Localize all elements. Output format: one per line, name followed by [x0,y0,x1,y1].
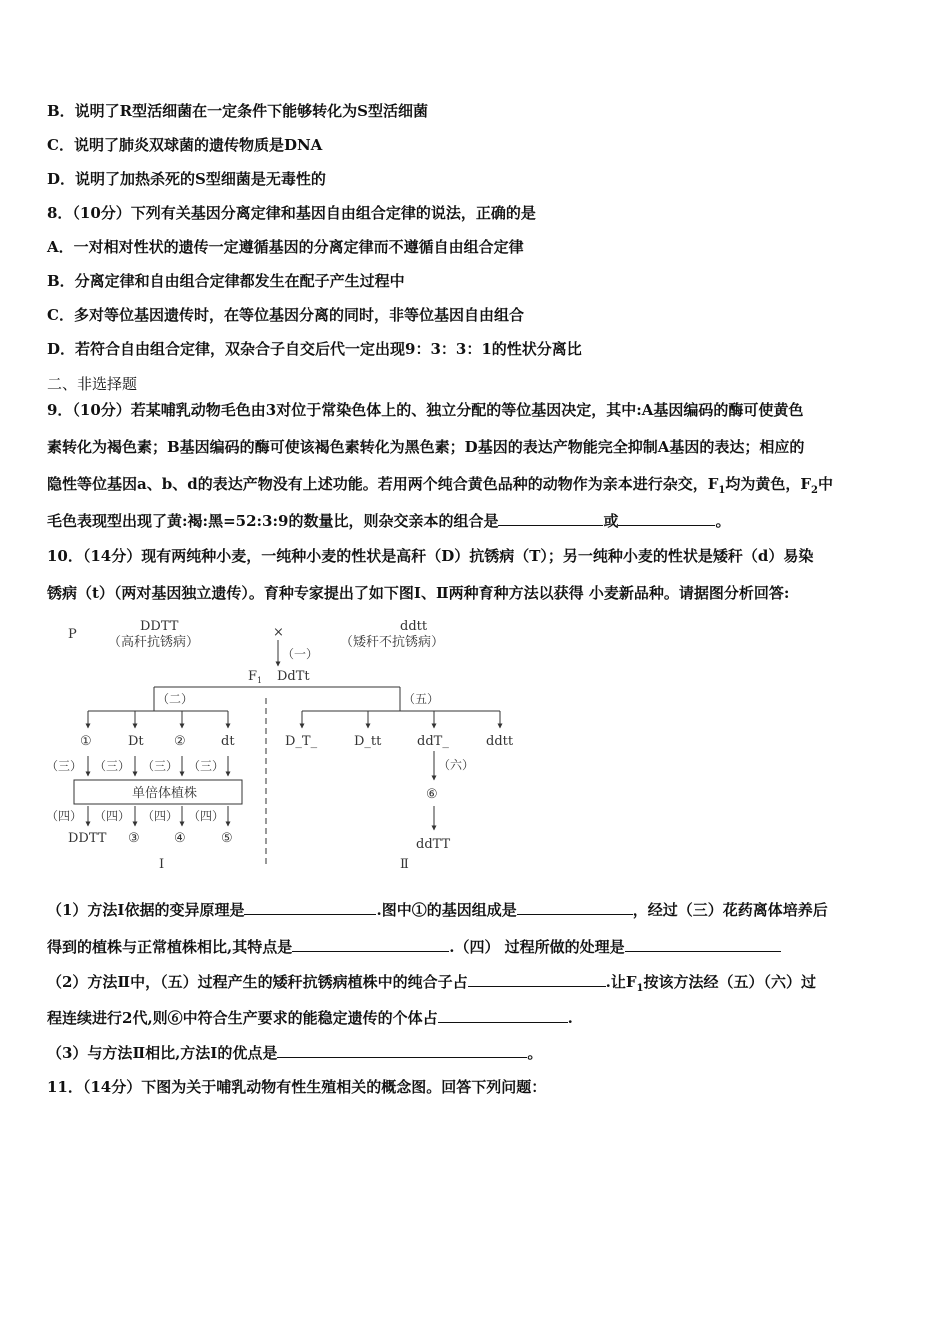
q10-p5-text-a: （3）与方法Ⅱ相比,方法Ⅰ的优点是 [47,1044,278,1062]
q10-part2-line1 [47,972,816,999]
diagram-step5-label: （五） [403,692,440,706]
q9-answer-blank-2[interactable] [618,511,715,526]
q10-part1-line1 [47,900,828,920]
q10-line2: 锈病（t）（两对基因独立遗传）。育种专家提出了如下图Ⅰ、Ⅱ两种育种方法以获得 小麦新品种。请据图分析回答: [47,584,790,602]
q10-part2-line2 [47,1008,573,1028]
q8-option-c: C．多对等位基因遗传时，在等位基因分离的同时，非等位基因自由组合 [47,306,524,324]
q10-p1-blank-2[interactable] [517,900,633,915]
diagram-step3-label-4: （三） [188,759,225,773]
diagram-method1-label: Ⅰ [159,857,165,872]
q9-answer-blank-1[interactable] [498,511,603,526]
breeding-diagram [40,618,540,876]
diagram-haploid-result-4: ⑤ [221,831,233,846]
diagram-step3-label-3: （三） [142,759,179,773]
q10-p3-text-c: 按该方法经（五）（六）过 [643,973,816,991]
q10-p1-text-c: ，经过（三）花药离体培养后 [632,901,828,919]
diagram-f2-type-3: ddT_ [417,734,449,749]
q10-part1-line2 [47,937,781,957]
diagram-haploid-result-3: ④ [174,831,186,846]
q8-option-a: A．一对相对性状的遗传一定遵循基因的分离定律而不遵循自由组合定律 [47,238,524,256]
q8-option-d: D．若符合自由组合定律，双杂合子自交后代一定出现9：3：3：1的性状分离比 [47,340,582,358]
q10-p3-sub: 1 [636,983,644,994]
diagram-haploid-label: 单倍体植株 [132,786,198,801]
diagram-haploid-result-1: DDTT [68,831,107,846]
diagram-gamete-3: ② [174,734,186,749]
diagram-parent1-genotype: DDTT [140,619,179,634]
diagram-parent1-description: （高秆抗锈病） [108,635,200,650]
diagram-parent2-description: （矮秆不抗锈病） [340,635,445,650]
q11-stem: 11．（14分）下图为关于哺乳动物有性生殖相关的概念图。回答下列问题： [47,1078,547,1096]
q10-p1-blank-1[interactable] [244,900,376,915]
q10-p1-text-a: （1）方法Ⅰ依据的变异原理是 [47,901,245,919]
q9-line4-c: 。 [715,512,731,530]
q9-line4 [47,511,731,531]
q9-line3-b: 均为黄色，F [725,475,811,493]
q9-line3-a: 隐性等位基因a、b、d的表达产物没有上述功能。若用两个纯合黄色品种的动物作为亲本进行杂交，F [47,475,719,493]
diagram-step2-label: （二） [157,692,194,706]
diagram-step4-label-4: （四） [188,809,225,823]
diagram-f1-genotype: DdTt [277,669,310,684]
diagram-haploid-result-2: ③ [128,831,140,846]
q10-p2-text-b: .（四） 过程所做的处理是 [449,938,625,956]
q10-p2-blank-1[interactable] [292,937,449,952]
q7-option-b: B．说明了R型活细菌在一定条件下能够转化为S型活细菌 [47,102,428,120]
q9-line4-b: 或 [603,512,619,530]
diagram-f2-type-2: D_tt [354,734,382,749]
q10-p4-blank[interactable] [438,1008,568,1023]
q10-p4-text-a: 程连续进行2代,则⑥中符合生产要求的能稳定遗传的个体占 [47,1009,438,1027]
q10-p3-blank[interactable] [468,972,606,987]
diagram-circle-6: ⑥ [426,787,438,802]
diagram-step4-label-3: （四） [142,809,179,823]
diagram-f2-type-4: ddtt [486,734,514,749]
q10-p5-text-b: 。 [527,1044,543,1062]
q9-line4-a: 毛色表现型出现了黄:褐:黑=52:3:9的数量比，则杂交亲本的组合是 [47,512,499,530]
section-heading: 二、非选择题 [47,375,138,393]
diagram-gamete-1: ① [80,734,92,749]
diagram-step4-label-2: （四） [94,809,131,823]
q10-p3-text-b: .让F [605,973,637,991]
q10-p2-blank-2[interactable] [625,937,781,952]
q8-option-b: B．分离定律和自由组合定律都发生在配子产生过程中 [47,272,405,290]
q9-sub1: 1 [718,485,726,496]
q8-stem: 8．（10分）下列有关基因分离定律和基因自由组合定律的说法，正确的是 [47,204,536,222]
diagram-p-label: P [68,627,77,642]
diagram-step1-label: （一） [282,647,319,661]
q9-sub2: 2 [810,485,818,496]
diagram-step4-label-1: （四） [46,809,83,823]
q10-p4-text-b: . [567,1009,573,1027]
q9-line3-c: 中 [817,475,833,493]
diagram-cross-symbol: × [273,625,284,640]
q10-p3-text-a: （2）方法Ⅱ中，（五）过程产生的矮秆抗锈病植株中的纯合子占 [47,973,468,991]
diagram-step3-label-1: （三） [46,759,83,773]
diagram-f1-label: $F_1$ [248,669,263,685]
diagram-gamete-4: dt [221,734,235,749]
diagram-f2-type-1: D_T_ [285,734,318,749]
diagram-step3-label-2: （三） [94,759,131,773]
diagram-ddtt-result: ddTT [416,837,451,852]
q7-option-d: D．说明了加热杀死的S型细菌是无毒性的 [47,170,326,188]
q9-line3 [47,474,833,501]
diagram-parent2-genotype: ddtt [400,619,428,634]
diagram-method2-label: Ⅱ [400,857,409,872]
q7-option-c: C．说明了肺炎双球菌的遗传物质是DNA [47,136,323,154]
q9-line1: 9．（10分）若某哺乳动物毛色由3对位于常染色体上的、独立分配的等位基因决定，其中:A基因编码的酶可使黄色 [47,401,804,419]
q9-line2: 素转化为褐色素；B基因编码的酶可使该褐色素转化为黑色素；D基因的表达产物能完全抑制A基因的表达；相应的 [47,438,805,456]
q10-line1: 10．（14分）现有两纯种小麦，一纯种小麦的性状是高秆（D）抗锈病（T）；另一纯种小麦的性状是矮秆（d）易染 [47,547,814,565]
q10-p1-text-b: .图中①的基因组成是 [376,901,517,919]
diagram-gamete-2: Dt [128,734,144,749]
q10-part3 [47,1043,542,1063]
q10-p2-text-a: 得到的植株与正常植株相比,其特点是 [47,938,293,956]
q10-p5-blank[interactable] [277,1043,527,1058]
diagram-step6-label: （六） [438,758,475,772]
